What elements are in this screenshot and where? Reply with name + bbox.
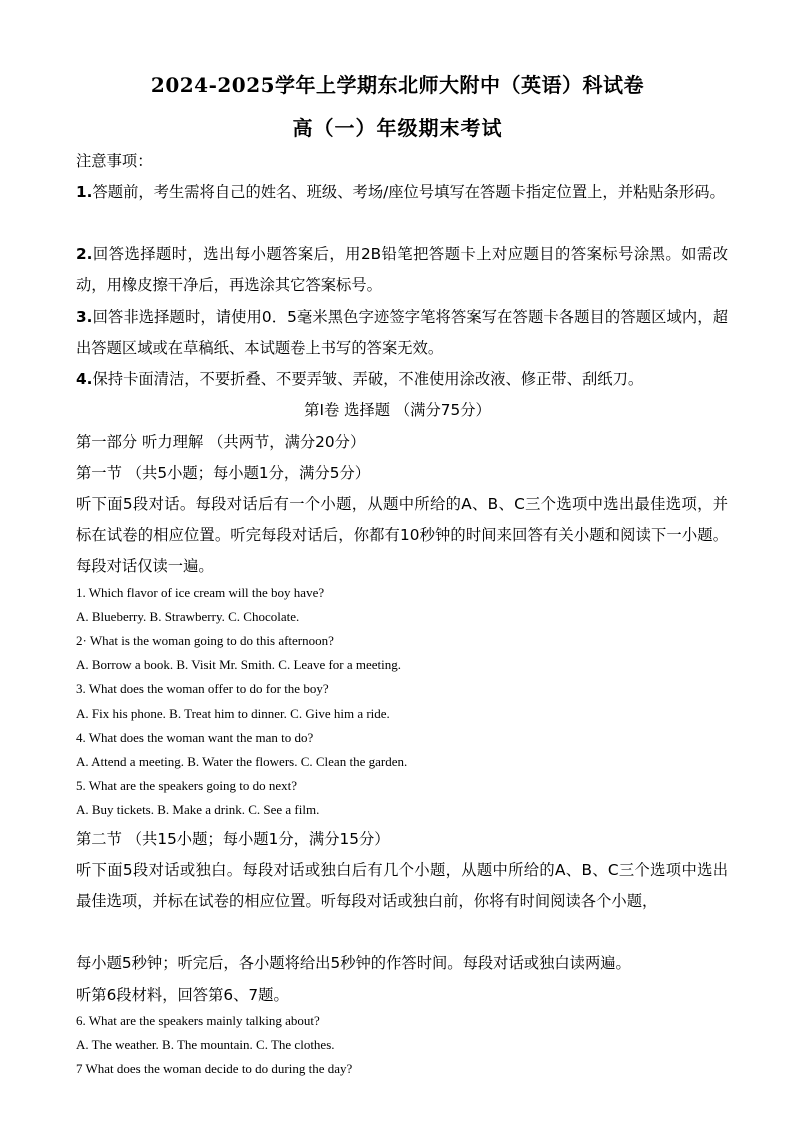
exam-subtitle: 高（一）年级期末考试 (292, 116, 503, 140)
question-5: 5. What are the speakers going to do next? (76, 778, 298, 793)
question-6: 6. What are the speakers mainly talking about? (76, 1013, 320, 1028)
question-1-options: A. Blueberry. B. Strawberry. C. Chocolate. (76, 609, 300, 624)
notice-item-text: 回答非选择题时，请使用0．5毫米黑色字迹签字笔将答案写在答题卡各题目的答题区域内，超出答题区域或在草稿纸、本试题卷上书写的答案无效。 (76, 308, 728, 357)
notice-item-number: 3. (76, 308, 93, 326)
notice-item-2 (76, 239, 728, 301)
question-2: 2· What is the woman going to do this afternoon? (76, 633, 334, 648)
question-4: 4. What does the woman want the man to do? (76, 730, 314, 745)
question-5-options: A. Buy tickets. B. Make a drink. C. See a film. (76, 802, 320, 817)
notice-heading: 注意事项： (76, 152, 153, 170)
section1-heading: 第一节 （共5小题；每小题1分，满分5分） (76, 464, 371, 482)
section1-instructions: 听下面5段对话。每段对话后有一个小题，从题中所给的A、B、C三个选项中选出最佳选项，并标在试卷的相应位置。听完每段对话后，你都有10秒钟的时间来回答有关小题和阅读下一小题。每段对话仅读一遍。 (76, 495, 728, 575)
material-6-heading: 听第6段材料，回答第6、7题。 (76, 986, 289, 1004)
volume-heading: 第I卷 选择题 （满分75分） (304, 401, 491, 419)
section2-instructions: 听下面5段对话或独白。每段对话或独白后有几个小题，从题中所给的A、B、C三个选项中选出最佳选项，并标在试卷的相应位置。听每段对话或独白前，你将有时间阅读各个小题， (76, 861, 728, 910)
question-7: 7 What does the woman decide to do during the day? (76, 1061, 353, 1076)
notice-item-1 (76, 177, 728, 208)
question-3-options: A. Fix his phone. B. Treat him to dinner. C. Give him a ride. (76, 706, 390, 721)
notice-item-number: 4. (76, 370, 93, 388)
notice-item-text: 回答选择题时，选出每小题答案后，用2B铅笔把答题卡上对应题目的答案标号涂黑。如需改动，用橡皮擦干净后，再选涂其它答案标号。 (76, 245, 728, 294)
question-2-options: A. Borrow a book. B. Visit Mr. Smith. C. Leave for a meeting. (76, 657, 402, 672)
question-6-options: A. The weather. B. The mountain. C. The clothes. (76, 1037, 335, 1052)
section2-instructions-cont: 每小题5秒钟；听完后，各小题将给出5秒钟的作答时间。每段对话或独白读两遍。 (76, 954, 631, 972)
notice-item-3 (76, 302, 728, 364)
question-4-options: A. Attend a meeting. B. Water the flowers. C. Clean the garden. (76, 754, 408, 769)
notice-item-number: 2. (76, 245, 93, 263)
notice-item-number: 1. (76, 183, 93, 201)
question-1: 1. Which flavor of ice cream will the boy have? (76, 585, 325, 600)
notice-item-text: 答题前，考生需将自己的姓名、班级、考场/座位号填写在答题卡指定位置上，并粘贴条形码。 (92, 183, 725, 201)
question-3: 3. What does the woman offer to do for the boy? (76, 681, 329, 696)
notice-item-text: 保持卡面清洁，不要折叠、不要弄皱、弄破，不准使用涂改液、修正带、刮纸刀。 (92, 370, 644, 388)
part1-heading: 第一部分 听力理解 （共两节，满分20分） (76, 433, 366, 451)
notice-item-4 (76, 364, 728, 395)
section2-heading: 第二节 （共15小题；每小题1分，满分15分） (76, 830, 390, 848)
exam-title: 2024-2025学年上学期东北师大附中（英语）科试卷 (150, 73, 645, 97)
